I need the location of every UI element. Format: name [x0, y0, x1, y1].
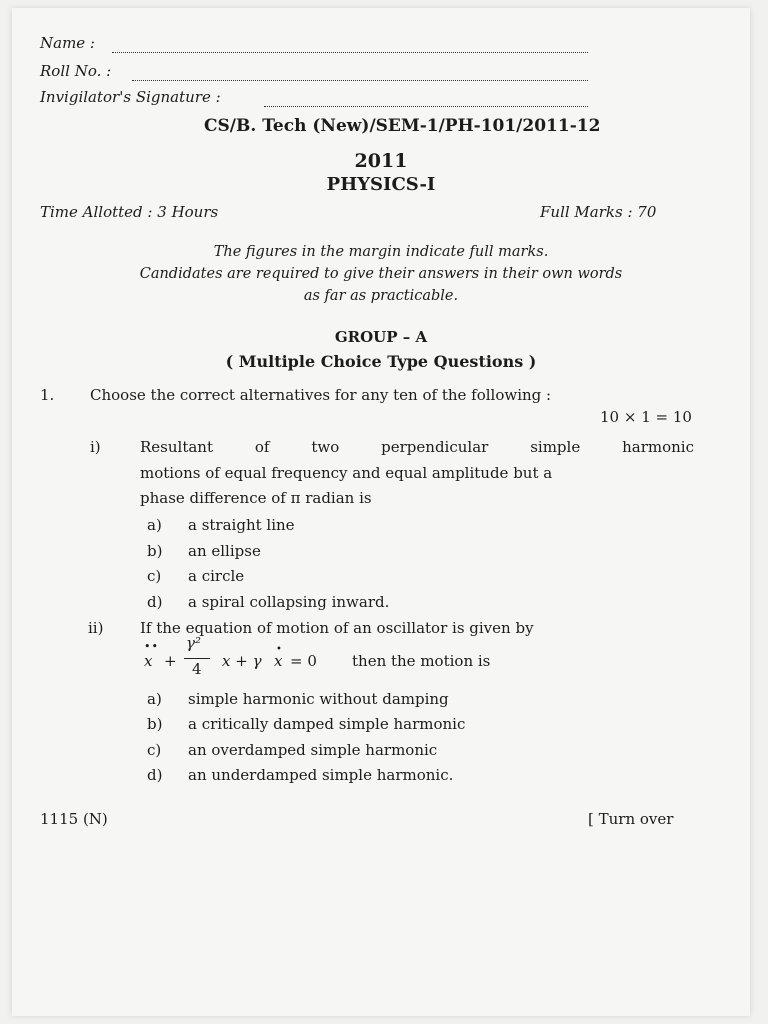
- group-title: GROUP – A: [334, 328, 428, 346]
- time-allotted: Time Allotted : 3 Hours: [40, 203, 219, 221]
- eq-x-ddot: x: [144, 652, 153, 670]
- invigilator-line: [264, 106, 588, 107]
- eq-middle: x + γ: [222, 652, 262, 670]
- option-ii-d: [12, 766, 750, 786]
- option-label: b): [147, 542, 163, 560]
- option-label: a): [147, 690, 162, 708]
- eq-x-dot: x: [274, 652, 283, 670]
- subject-title: PHYSICS-I: [326, 174, 436, 195]
- eq-numerator: γ²: [186, 634, 201, 652]
- option-label: d): [147, 593, 163, 611]
- exam-page: [12, 8, 750, 1016]
- option-text: an overdamped simple harmonic: [188, 741, 438, 759]
- option-i-c: [12, 567, 750, 587]
- option-label: a): [147, 516, 162, 534]
- subq-i-line-2: motions of equal frequency and equal amplitude but a: [140, 464, 553, 482]
- instruction-line-3: as far as practicable.: [303, 288, 459, 304]
- fraction-bar: [184, 658, 210, 659]
- option-text: a critically damped simple harmonic: [188, 715, 466, 733]
- full-marks: Full Marks : 70: [540, 203, 657, 221]
- option-label: c): [147, 567, 162, 585]
- subq-ii-line-1: If the equation of motion of an oscillator is given by: [140, 619, 534, 637]
- instruction-line-1: The figures in the margin indicate full marks.: [213, 244, 549, 260]
- invigilator-label: Invigilator's Signature :: [40, 88, 221, 106]
- eq-denominator: 4: [192, 660, 202, 678]
- option-ii-b: [12, 715, 750, 735]
- subq-i-line-3: phase difference of π radian is: [140, 489, 372, 507]
- option-label: b): [147, 715, 163, 733]
- eq-plus: +: [164, 652, 177, 670]
- option-text: simple harmonic without damping: [188, 690, 449, 708]
- group-subtitle: ( Multiple Choice Type Questions ): [225, 352, 537, 371]
- option-text: an underdamped simple harmonic.: [188, 766, 454, 784]
- option-i-d: [12, 593, 750, 613]
- question-number: 1.: [40, 386, 55, 404]
- subq-i-label: i): [90, 438, 101, 456]
- paper-code: CS/B. Tech (New)/SEM-1/PH-101/2011-12: [204, 116, 601, 136]
- option-i-a: [12, 516, 750, 536]
- roll-line: [132, 80, 588, 81]
- option-label: c): [147, 741, 162, 759]
- eq-then-text: then the motion is: [352, 652, 491, 670]
- name-line: [112, 52, 588, 53]
- option-text: a spiral collapsing inward.: [188, 593, 390, 611]
- option-ii-a: [12, 690, 750, 710]
- subq-ii-label: ii): [88, 619, 104, 637]
- option-text: an ellipse: [188, 542, 261, 560]
- eq-equals-zero: = 0: [290, 652, 317, 670]
- turn-over: [ Turn over: [588, 810, 674, 828]
- option-text: a straight line: [188, 516, 295, 534]
- option-i-b: [12, 542, 750, 562]
- exam-year: 2011: [354, 150, 408, 172]
- option-label: d): [147, 766, 163, 784]
- equation: [12, 634, 750, 678]
- single-dot-icon: •: [276, 644, 282, 655]
- option-ii-c: [12, 741, 750, 761]
- subq-i-line-1: Resultant of two perpendicular simple harmonic: [140, 438, 694, 456]
- instruction-line-2: Candidates are required to give their answers in their own words: [139, 266, 623, 282]
- double-dot-icon: ••: [144, 640, 159, 653]
- question-marks: 10 × 1 = 10: [600, 408, 692, 426]
- roll-label: Roll No. :: [40, 62, 112, 80]
- option-text: a circle: [188, 567, 245, 585]
- footer-code: 1115 (N): [40, 810, 108, 828]
- name-label: Name :: [40, 34, 95, 52]
- question-text: Choose the correct alternatives for any ten of the following :: [90, 386, 552, 404]
